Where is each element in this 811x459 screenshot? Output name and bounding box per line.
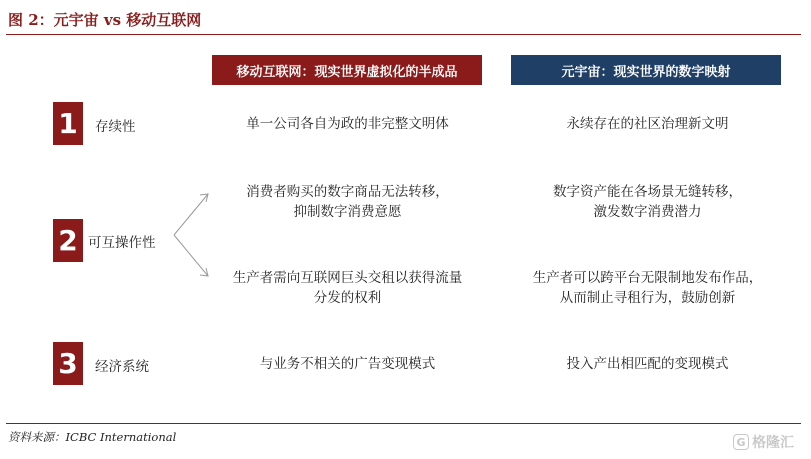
cell-line: 激发数字消费潜力 [593,204,702,220]
cell-line: 生产者需向互联网巨头交租以获得流量 [232,270,463,286]
watermark [733,432,794,452]
source-note: 资料来源：ICBC International [8,430,177,444]
branch-arrow-upper [174,194,208,235]
figure-title: 图 2：元宇宙 vs 移动互联网 [8,11,202,29]
branch-arrow-lower [174,235,208,276]
cell-metaverse-consumer [505,182,790,222]
cell-mobile-persistence: 单一公司各自为政的非完整文明体 [246,116,449,132]
top-divider [6,34,801,35]
cell-metaverse-economic: 投入产出相匹配的变现模式 [566,356,729,372]
header-metaverse: 元宇宙：现实世界的数字映射 [511,55,781,85]
row-number-3: 3 [53,342,83,385]
row-number-2: 2 [53,219,83,262]
cell-line: 生产者可以跨平台无限制地发布作品， [532,270,763,286]
row-number-1: 1 [53,102,83,145]
row-label-economic-system: 经济系统 [95,359,149,375]
bottom-divider [6,423,801,424]
row-label-persistence: 存续性 [95,119,136,135]
cell-line: 消费者购买的数字商品无法转移， [246,184,449,200]
cell-mobile-economic: 与业务不相关的广告变现模式 [259,356,436,372]
watermark-text: 格隆汇 [752,435,794,451]
row-label-interoperability: 可互操作性 [88,235,156,251]
cell-mobile-consumer [205,182,490,222]
header-mobile-internet: 移动互联网：现实世界虚拟化的半成品 [212,55,482,85]
cell-metaverse-producer [505,268,790,308]
cell-metaverse-persistence: 永续存在的社区治理新文明 [566,116,729,132]
gelonghui-logo-icon: G [733,434,749,450]
cell-line: 分发的权利 [313,290,382,306]
cell-line: 从而制止寻租行为，鼓励创新 [559,290,736,306]
cell-mobile-producer [205,268,490,308]
cell-line: 数字资产能在各场景无缝转移， [553,184,742,200]
cell-line: 抑制数字消费意愿 [293,204,402,220]
